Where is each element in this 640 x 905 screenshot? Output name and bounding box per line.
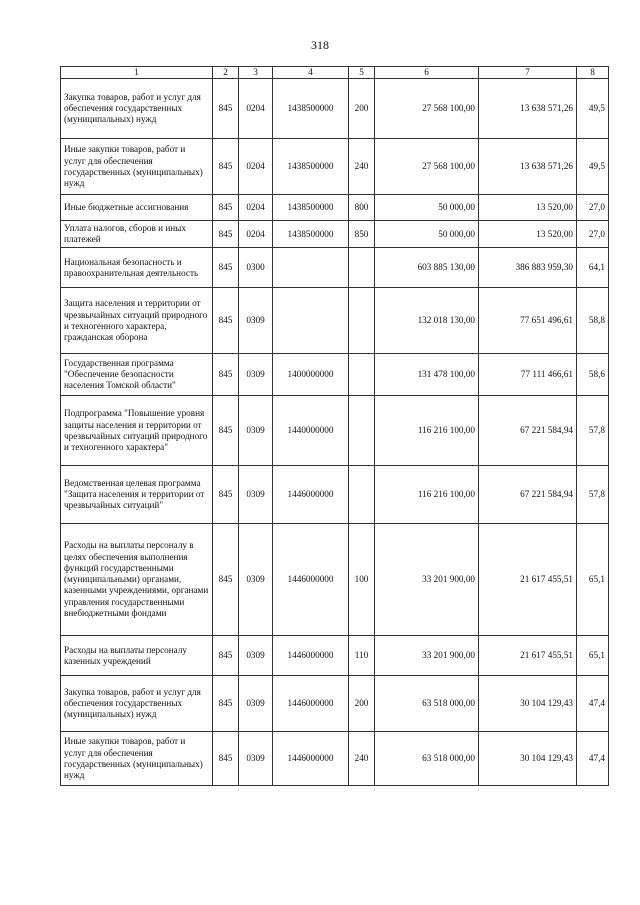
- cell-executed: 386 883 959,30: [479, 248, 577, 288]
- cell-section-code: 0204: [239, 221, 273, 248]
- table-row: [61, 139, 609, 195]
- row-name: Иные бюджетные ассигнования: [61, 195, 213, 221]
- cell-planned: 63 518 000,00: [375, 676, 479, 732]
- cell-expense-type: 100: [349, 524, 375, 636]
- table-row: [61, 396, 609, 466]
- row-name: Уплата налогов, сборов и иных платежей: [61, 221, 213, 248]
- cell-executed: 13 520,00: [479, 195, 577, 221]
- row-name: Государственная программа "Обеспечение безопасности населения Томской области": [61, 354, 213, 396]
- cell-ministry-code: 845: [213, 195, 239, 221]
- column-header: 3: [239, 67, 273, 79]
- cell-ministry-code: 845: [213, 676, 239, 732]
- cell-planned: 27 568 100,00: [375, 79, 479, 139]
- row-name: Защита населения и территории от чрезвычайных ситуаций природного и техногенного характера, гражданская оборона: [61, 288, 213, 354]
- table-row: [61, 288, 609, 354]
- cell-percent: 65,1: [577, 524, 609, 636]
- cell-target-code: 1438500000: [273, 139, 349, 195]
- cell-planned: 63 518 000,00: [375, 732, 479, 786]
- cell-section-code: 0300: [239, 248, 273, 288]
- row-name: Иные закупки товаров, работ и услуг для обеспечения государственных (муниципальных) нужд: [61, 732, 213, 786]
- cell-expense-type: 240: [349, 732, 375, 786]
- cell-expense-type: 200: [349, 676, 375, 732]
- cell-executed: 67 221 584,94: [479, 466, 577, 524]
- cell-planned: 116 216 100,00: [375, 396, 479, 466]
- cell-ministry-code: 845: [213, 139, 239, 195]
- cell-percent: 65,1: [577, 636, 609, 676]
- cell-executed: 77 651 496,61: [479, 288, 577, 354]
- cell-percent: 27,0: [577, 221, 609, 248]
- cell-target-code: 1446000000: [273, 676, 349, 732]
- table-row: [61, 636, 609, 676]
- cell-section-code: 0309: [239, 396, 273, 466]
- budget-table: [60, 66, 609, 786]
- table-row: [61, 221, 609, 248]
- cell-executed: 13 638 571,26: [479, 139, 577, 195]
- cell-ministry-code: 845: [213, 288, 239, 354]
- cell-expense-type: [349, 288, 375, 354]
- cell-expense-type: 240: [349, 139, 375, 195]
- column-header: 2: [213, 67, 239, 79]
- cell-percent: 47,4: [577, 732, 609, 786]
- row-name: Расходы на выплаты персоналу казенных учреждений: [61, 636, 213, 676]
- cell-expense-type: [349, 248, 375, 288]
- cell-planned: 27 568 100,00: [375, 139, 479, 195]
- row-name: Закупка товаров, работ и услуг для обеспечения государственных (муниципальных) нужд: [61, 676, 213, 732]
- cell-target-code: 1446000000: [273, 636, 349, 676]
- table-row: [61, 248, 609, 288]
- cell-planned: 50 000,00: [375, 195, 479, 221]
- column-header: 4: [273, 67, 349, 79]
- page-number: 318: [311, 38, 329, 52]
- table-row: [61, 354, 609, 396]
- column-header: 5: [349, 67, 375, 79]
- cell-planned: 131 478 100,00: [375, 354, 479, 396]
- table-row: [61, 79, 609, 139]
- cell-expense-type: 110: [349, 636, 375, 676]
- cell-target-code: 1446000000: [273, 524, 349, 636]
- cell-ministry-code: 845: [213, 248, 239, 288]
- cell-ministry-code: 845: [213, 466, 239, 524]
- cell-ministry-code: 845: [213, 636, 239, 676]
- row-name: Иные закупки товаров, работ и услуг для обеспечения государственных (муниципальных) нужд: [61, 139, 213, 195]
- table-row: [61, 524, 609, 636]
- column-header: 1: [61, 67, 213, 79]
- cell-target-code: 1446000000: [273, 732, 349, 786]
- table-header-row: [61, 67, 609, 79]
- column-header: 8: [577, 67, 609, 79]
- cell-section-code: 0204: [239, 79, 273, 139]
- cell-section-code: 0309: [239, 676, 273, 732]
- cell-percent: 49,5: [577, 79, 609, 139]
- cell-target-code: 1438500000: [273, 221, 349, 248]
- cell-expense-type: [349, 466, 375, 524]
- row-name: Ведомственная целевая программа "Защита населения и территории от чрезвычайных ситуаций": [61, 466, 213, 524]
- cell-percent: 58,8: [577, 288, 609, 354]
- cell-section-code: 0309: [239, 636, 273, 676]
- row-name: Национальная безопасность и правоохранительная деятельность: [61, 248, 213, 288]
- row-name: Подпрограмма "Повышение уровня защиты населения и территории от чрезвычайных ситуаций природного и техногенного характера": [61, 396, 213, 466]
- cell-percent: 64,1: [577, 248, 609, 288]
- cell-section-code: 0309: [239, 524, 273, 636]
- column-header: 6: [375, 67, 479, 79]
- table-row: [61, 676, 609, 732]
- cell-section-code: 0309: [239, 288, 273, 354]
- cell-planned: 116 216 100,00: [375, 466, 479, 524]
- cell-expense-type: [349, 396, 375, 466]
- cell-percent: 57,8: [577, 396, 609, 466]
- cell-percent: 58,6: [577, 354, 609, 396]
- cell-planned: 33 201 900,00: [375, 636, 479, 676]
- cell-expense-type: 200: [349, 79, 375, 139]
- cell-target-code: 1438500000: [273, 195, 349, 221]
- cell-ministry-code: 845: [213, 524, 239, 636]
- cell-percent: 27,0: [577, 195, 609, 221]
- cell-executed: 21 617 455,51: [479, 524, 577, 636]
- cell-section-code: 0309: [239, 732, 273, 786]
- cell-percent: 57,8: [577, 466, 609, 524]
- row-name: Закупка товаров, работ и услуг для обеспечения государственных (муниципальных) нужд: [61, 79, 213, 139]
- cell-planned: 603 885 130,00: [375, 248, 479, 288]
- cell-executed: 21 617 455,51: [479, 636, 577, 676]
- cell-section-code: 0309: [239, 354, 273, 396]
- cell-section-code: 0204: [239, 139, 273, 195]
- cell-section-code: 0309: [239, 466, 273, 524]
- table-row: [61, 466, 609, 524]
- cell-expense-type: 850: [349, 221, 375, 248]
- cell-target-code: 1440000000: [273, 396, 349, 466]
- cell-planned: 50 000,00: [375, 221, 479, 248]
- cell-ministry-code: 845: [213, 79, 239, 139]
- cell-ministry-code: 845: [213, 221, 239, 248]
- row-name: Расходы на выплаты персоналу в целях обеспечения выполнения функций государственными (муниципальными) органами, казенными учреждениями, органами управления государственными внебюджетными фондами: [61, 524, 213, 636]
- cell-planned: 132 018 130,00: [375, 288, 479, 354]
- cell-percent: 47,4: [577, 676, 609, 732]
- cell-target-code: 1438500000: [273, 79, 349, 139]
- cell-executed: 13 638 571,26: [479, 79, 577, 139]
- cell-target-code: [273, 248, 349, 288]
- cell-executed: 67 221 584,94: [479, 396, 577, 466]
- cell-expense-type: [349, 354, 375, 396]
- cell-ministry-code: 845: [213, 354, 239, 396]
- cell-planned: 33 201 900,00: [375, 524, 479, 636]
- cell-section-code: 0204: [239, 195, 273, 221]
- cell-ministry-code: 845: [213, 396, 239, 466]
- cell-executed: 30 104 129,43: [479, 732, 577, 786]
- table-row: [61, 195, 609, 221]
- cell-executed: 13 520,00: [479, 221, 577, 248]
- cell-executed: 77 111 466,61: [479, 354, 577, 396]
- cell-executed: 30 104 129,43: [479, 676, 577, 732]
- cell-expense-type: 800: [349, 195, 375, 221]
- table-row: [61, 732, 609, 786]
- column-header: 7: [479, 67, 577, 79]
- cell-target-code: 1400000000: [273, 354, 349, 396]
- cell-percent: 49,5: [577, 139, 609, 195]
- cell-target-code: 1446000000: [273, 466, 349, 524]
- cell-target-code: [273, 288, 349, 354]
- cell-ministry-code: 845: [213, 732, 239, 786]
